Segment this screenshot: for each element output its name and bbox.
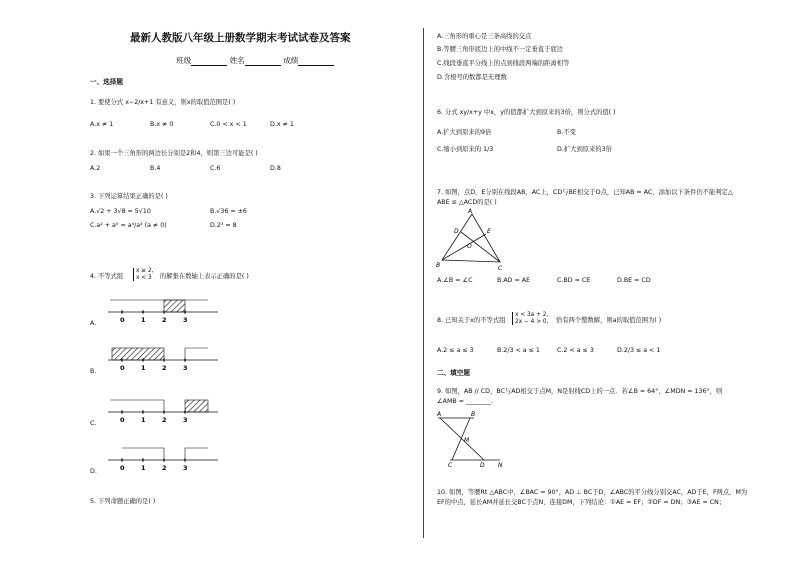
label-a: A <box>437 411 442 418</box>
q4-option-a-label: A. <box>90 320 97 327</box>
q1-option-b: B.x ≠ 0 <box>150 121 174 128</box>
label-o: O <box>467 243 472 250</box>
q6-option-a: A.扩大到原来的9倍 <box>437 129 492 136</box>
axis-tick-label: 1 <box>141 316 146 324</box>
name-label: 姓名 <box>229 56 245 65</box>
q8-option-d: D.2/3 ≤ a < 1 <box>617 347 661 354</box>
q8-system-line1: x < 3a + 2, <box>515 312 549 318</box>
label-a: A <box>468 208 473 215</box>
q8-option-c: C.2 < a ≤ 3 <box>557 347 594 354</box>
axis-point <box>184 359 186 361</box>
axis-tick-label: 0 <box>120 416 125 424</box>
q6-stem: 6. 分式 xy/x+y 中x，y的值都扩大到原来的3倍，则分式的值( ) <box>437 109 616 116</box>
q6-option-d: D.扩大到原来的3倍 <box>557 146 612 153</box>
solution-band <box>185 400 208 412</box>
label-n: N <box>498 462 503 469</box>
axis-tick-label: 3 <box>183 416 188 424</box>
q2-option-d: D.8 <box>270 165 281 172</box>
axis-point <box>163 359 165 361</box>
q4-option-b-label: B. <box>90 368 97 375</box>
student-info <box>176 55 334 66</box>
label-m: M <box>464 437 470 444</box>
document-title: 最新人教版八年级上册数学期末考试试卷及答案 <box>130 32 351 44</box>
name-blank[interactable] <box>245 57 281 66</box>
axis-tick-label: 2 <box>162 464 167 472</box>
section-choice-heading: 一、选择题 <box>90 78 123 86</box>
label-c: C <box>448 462 453 469</box>
number-line-option-d <box>100 440 230 480</box>
score-blank[interactable] <box>298 57 334 66</box>
q2-option-c: C.6 <box>210 165 221 172</box>
axis-tick-label: 3 <box>183 364 188 372</box>
q8-option-a: A.2 ≤ a ≤ 3 <box>437 347 474 354</box>
axis-point <box>142 359 144 361</box>
axis-tick-label: 2 <box>162 316 167 324</box>
axis-tick-label: 1 <box>141 364 146 372</box>
column-divider <box>423 28 424 538</box>
axis-point <box>142 411 144 413</box>
axis-tick-label: 3 <box>183 316 188 324</box>
segment-ad <box>440 418 484 460</box>
axis-tick-label: 0 <box>120 316 125 324</box>
axis-point <box>121 411 123 413</box>
q8-stem-pre: 8. 已知关于x的不等式组 <box>437 317 506 324</box>
number-line-option-b <box>100 340 230 380</box>
segment-be <box>442 234 486 260</box>
q5-option-c: C.线段垂直平分线上的点到线段两端的距离相等 <box>437 60 570 67</box>
q1-option-a: A.x ≠ 1 <box>90 121 114 128</box>
q2-stem: 2. 如果一个三角形的两边长分别是2和4，则第三边可能是( ) <box>90 150 258 157</box>
axis-point <box>121 311 123 313</box>
q4-stem-pre: 4. 不等式组 <box>90 273 124 280</box>
q10-stem-line2: EF的中点，延长AM并延长交BC于点N，连接DM，下列结论：①AE = EF；②DF = DN；③AE = CN； <box>437 499 726 506</box>
label-d: D <box>454 228 459 235</box>
solution-band <box>164 300 185 312</box>
axis-point <box>184 311 186 313</box>
axis-tick-label: 1 <box>141 416 146 424</box>
q3-option-b: B.√36 = ±6 <box>210 208 247 215</box>
right-region <box>185 448 208 460</box>
axis-point <box>142 311 144 313</box>
label-d: D <box>480 462 485 469</box>
q3-option-d: D.2³ = 8 <box>210 222 237 229</box>
q6-option-b: B.不变 <box>557 129 576 136</box>
number-line-option-a <box>100 292 230 332</box>
axis-point <box>184 459 186 461</box>
q5-option-d: D.含根号的数都是无理数 <box>437 74 507 81</box>
label-b: B <box>436 262 441 269</box>
axis-tick-label: 0 <box>120 464 125 472</box>
axis-point <box>142 459 144 461</box>
axis-point <box>121 359 123 361</box>
q9-stem-line1: 9. 如图，AB // CD，BC与AD相交于点M，N是射线CD上的一点．若∠B = 64°，∠MDN = 136°，则 <box>437 388 723 395</box>
q10-stem-line1: 10. 如图，等腰Rt △ABC中，∠BAC = 90°，AD ⊥ BC于D，∠ABC的平分线分别交AC，AD于E，F两点，M为 <box>437 489 748 496</box>
q3-option-a: A.√2 + 3√8 = 5√10 <box>90 208 151 215</box>
number-line-option-c <box>100 392 230 432</box>
q7-option-b: B.AD = AE <box>497 277 531 284</box>
q5-stem: 5. 下列命题正确的是( ) <box>90 498 156 505</box>
label-b: B <box>471 411 476 418</box>
q8-system-line2: 2x − 4 > 0, <box>515 318 549 325</box>
axis-tick-label: 0 <box>120 364 125 372</box>
q4-system <box>133 268 154 281</box>
axis-tick-label: 2 <box>162 416 167 424</box>
q7-option-d: D.BE = CD <box>617 277 651 284</box>
q1-stem: 1. 要使分式 x−2/x+1 有意义，则x的取值范围是( ) <box>90 99 236 106</box>
q1-option-d: D.x ≠ 1 <box>270 121 294 128</box>
q3-stem: 3. 下列运算结果正确的是( ) <box>90 193 168 200</box>
q6-option-c: C.缩小到原来的 1/3 <box>437 146 494 153</box>
q7-triangle-figure <box>434 210 514 270</box>
q4-option-c-label: C. <box>90 420 97 427</box>
axis-point <box>163 411 165 413</box>
axis-tick-label: 2 <box>162 364 167 372</box>
q4-option-d-label: D. <box>90 468 97 475</box>
axis-point <box>163 459 165 461</box>
q9-parallel-figure <box>434 408 514 468</box>
q4-system-line1: x ≥ 2, <box>136 268 154 274</box>
axis-tick-label: 3 <box>183 464 188 472</box>
q5-option-b: B.等腰三角形底边上的中线不一定垂直于底边 <box>437 46 563 53</box>
axis-point <box>163 311 165 313</box>
q1-option-c: C.0 < x < 1 <box>210 121 247 128</box>
q2-option-a: A.2 <box>90 165 101 172</box>
class-blank[interactable] <box>191 57 227 66</box>
q8-option-b: B.2/3 < a ≤ 1 <box>497 347 540 354</box>
q7-stem-line1: 7. 如图，点D，E分别在线段AB，AC上，CD与BE相交于O点，已知AB = AC，添加以下条件仍不能判定△ <box>437 189 733 196</box>
axis-point <box>121 459 123 461</box>
label-c: C <box>498 265 503 272</box>
axis-tick-label: 1 <box>141 464 146 472</box>
q3-option-c: C.a² + a⁰ = a⁴/a⁴ (a ≠ 0) <box>90 222 167 229</box>
q8-system <box>512 312 548 325</box>
axis-point <box>184 411 186 413</box>
q4-stem-post: 的解集在数轴上表示正确的是( ) <box>160 273 249 280</box>
q5-option-a: A.三角形的重心是三条高线的交点 <box>437 33 532 40</box>
solution-band <box>112 348 164 360</box>
score-label: 成绩 <box>283 56 299 65</box>
q2-option-b: B.4 <box>150 165 161 172</box>
section-fill-heading: 二、填空题 <box>437 369 470 377</box>
class-label: 班级 <box>176 56 192 65</box>
q4-system-line2: x < 3 <box>136 274 152 281</box>
q7-option-c: C.BD = CE <box>557 277 591 284</box>
q8-stem-post: 恰有两个整数解，则a的取值范围为( ) <box>556 317 662 324</box>
q9-stem-line2: ∠AMB = ________. <box>437 398 494 405</box>
q7-option-a: A.∠B = ∠C <box>437 277 473 284</box>
label-e: E <box>487 228 491 235</box>
q7-stem-line2: ABE ≌ △ACD的是( ) <box>437 199 497 206</box>
